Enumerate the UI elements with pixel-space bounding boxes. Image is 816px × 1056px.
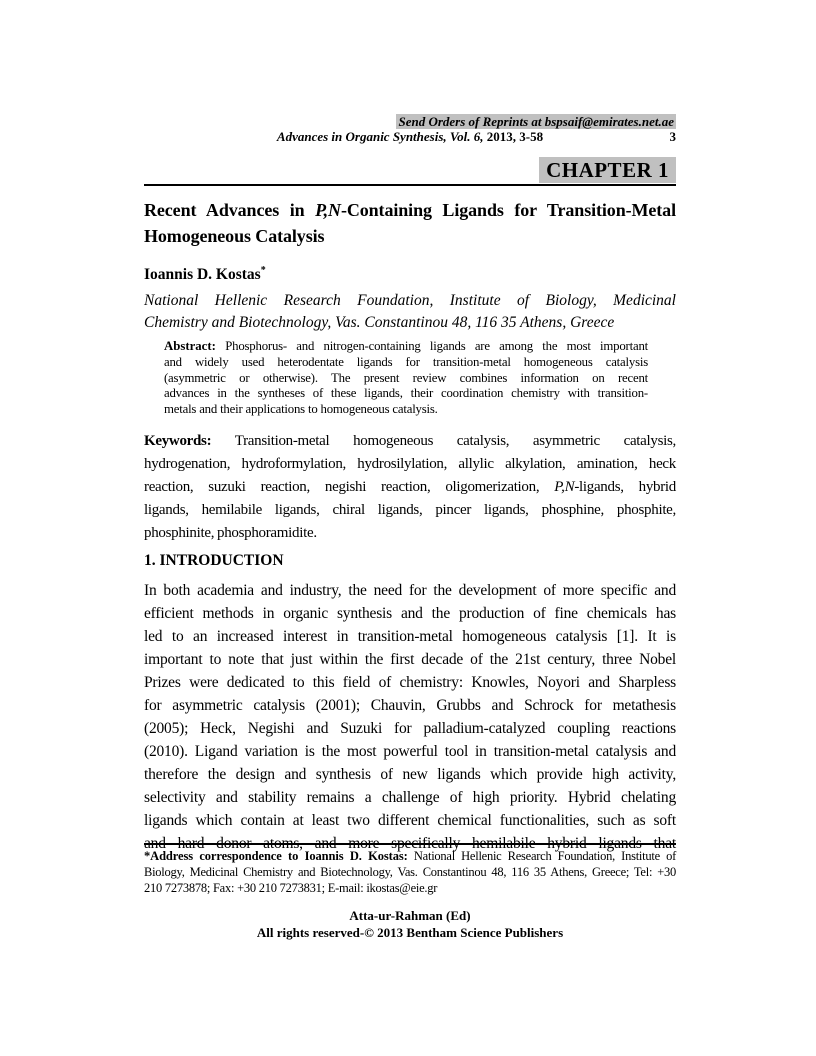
affiliation (144, 290, 676, 334)
footnote-last-line: 210 7273878; Fax: +30 210 7273831; E-mail: ikostas@eie.gr (144, 881, 438, 895)
author-line (144, 261, 676, 284)
page-bottom-block (144, 843, 676, 941)
rights-line: All rights reserved-© 2013 Bentham Science Publishers (256, 925, 564, 940)
affiliation-line2: Chemistry and Biotechnology, Vas. Constantinou 48, 116 35 Athens, Greece (144, 314, 615, 332)
abstract (164, 339, 648, 418)
reprint-notice-row (144, 114, 676, 129)
correspondence-footnote (144, 848, 676, 896)
abstract-text: Phosphorus- and nitrogen-containing ligands are among the most important and widely used heterodentate ligands for transition-metal homogeneous catalysis (asymmetric or otherwise). The present review combines information on recent advances in the syntheses of these ligands, their coordination chemistry with transition- (164, 339, 648, 401)
keywords-body (144, 430, 676, 522)
keywords-pn-italic: P,N (554, 478, 575, 495)
keywords-text: -ligands, hybrid ligands, hemilabile ligands, chiral ligands, pincer ligands, phosphine, phosphite, (144, 478, 676, 518)
affiliation-line1: National Hellenic Research Foundation, Institute of Biology, Medicinal (144, 292, 676, 310)
publisher-footer (144, 907, 676, 941)
volume-reference-italic: Advances in Organic Synthesis, Vol. 6, (276, 129, 484, 144)
reprint-notice: Send Orders of Reprints at bspsaif@emirates.net.ae (398, 114, 674, 129)
keywords-text: Transition-metal homogeneous catalysis, asymmetric catalysis, hydrogenation, hydroformylation, hydrosilylation, allylic alkylation, amination, heck reaction, suzuki reaction, negishi reaction, oligomerization, (144, 432, 676, 495)
title-part: Transition-Metal (546, 200, 676, 220)
volume-reference-plain: 2013, 3-58 (483, 129, 544, 144)
running-head (144, 129, 676, 144)
chapter-label: CHAPTER 1 (539, 157, 676, 183)
chapter-row (144, 157, 676, 183)
footnote-text: National Hellenic Research Foundation, Institute of Biology, Medicinal Chemistry and Biotechnology, Vas. Constantinou 48, 116 35 Athens, Greece; Tel: +30 (144, 849, 676, 879)
author-name: Ioannis D. Kostas (144, 266, 261, 284)
footnote-rule (144, 843, 676, 845)
footnote-body (144, 848, 676, 880)
title-part: -Containing Ligands for (340, 200, 547, 220)
article-title (144, 197, 676, 249)
page-number: 3 (669, 129, 676, 144)
keywords (144, 430, 676, 545)
keywords-label: Keywords: (144, 432, 212, 449)
section-heading-introduction: 1. INTRODUCTION (144, 551, 284, 569)
abstract-last-line: metals and their applications to homogeneous catalysis. (164, 402, 438, 417)
author-footnote-mark: * (260, 265, 266, 277)
keywords-last-line: phosphinite, phosphoramidite. (144, 524, 317, 541)
abstract-body (164, 339, 648, 402)
abstract-label: Abstract: (164, 339, 216, 354)
title-pn-italic: P,N (315, 200, 341, 220)
title-part: Recent Advances in (144, 200, 316, 220)
introduction-paragraph: In both academia and industry, the need for the development of more specific and efficient methods in organic synthesis and the production of fine chemicals has led to an increased interest in transition-metal homogeneous catalysis [1]. It is important to note that just within the first decade of the 21st century, three Nobel Prizes were dedicated to this field of chemistry: Knowles, Noyori and Sharpless for asymmetric catalysis (2001); Chauvin, Grubbs and Schrock for metathesis (2005); Heck, Negishi and Suzuki for palladium-catalyzed coupling reactions (2010). Ligand variation is the most powerful tool in transition-metal catalysis and therefore the design and synthesis of new ligands which provide high activity, selectivity and stability remains a challenge of high priority. Hybrid chelating ligands which contain at least two different chemical functionalities, such as soft and hard donor atoms, and more specifically hemilabile hybrid ligands that (144, 581, 676, 852)
header-rule (144, 184, 676, 186)
title-part: Homogeneous Catalysis (144, 226, 325, 246)
footnote-label: *Address correspondence to Ioannis D. Kostas: (144, 849, 408, 863)
editor-line: Atta-ur-Rahman (Ed) (349, 908, 471, 923)
page-content (144, 0, 676, 855)
